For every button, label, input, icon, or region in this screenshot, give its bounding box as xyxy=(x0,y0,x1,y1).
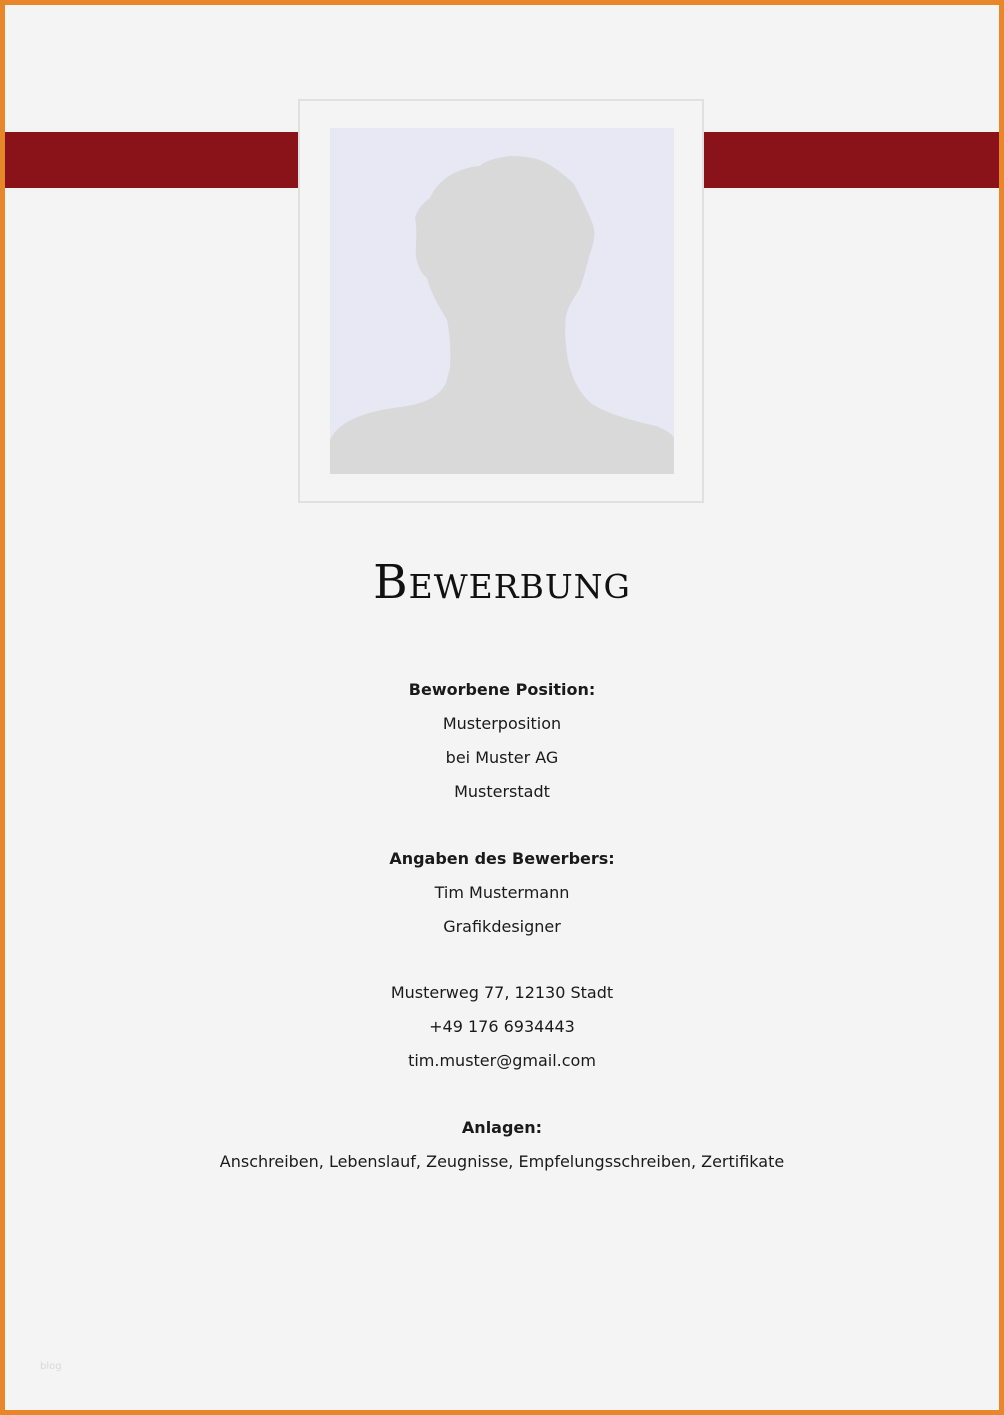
attachments-section xyxy=(5,1111,999,1179)
attachments-heading: Anlagen: xyxy=(461,1118,543,1137)
page-title: Bewerbung xyxy=(373,555,631,610)
contact-section xyxy=(5,976,999,1078)
applicant-section xyxy=(5,842,999,944)
photo-frame xyxy=(298,99,704,503)
position-company: bei Muster AG xyxy=(445,748,559,767)
attachments-list: Anschreiben, Lebenslauf, Zeugnisse, Empfelungsschreiben, Zertifikate xyxy=(219,1152,785,1171)
applicant-name: Tim Mustermann xyxy=(434,883,570,902)
position-section xyxy=(5,673,999,809)
accent-band-right xyxy=(704,132,999,188)
accent-band-left xyxy=(5,132,299,188)
position-title: Musterposition xyxy=(442,714,562,733)
watermark: blog xyxy=(40,1361,62,1372)
applicant-email: tim.muster@gmail.com xyxy=(408,1051,596,1070)
applicant-heading: Angaben des Bewerbers: xyxy=(389,849,615,868)
position-city: Musterstadt xyxy=(454,782,550,801)
applicant-role: Grafikdesigner xyxy=(443,917,561,936)
applicant-photo-placeholder xyxy=(330,128,674,474)
applicant-address: Musterweg 77, 12130 Stadt xyxy=(390,983,614,1002)
person-silhouette-icon xyxy=(330,128,674,474)
applicant-phone: +49 176 6934443 xyxy=(429,1017,575,1036)
position-heading: Beworbene Position: xyxy=(408,680,596,699)
